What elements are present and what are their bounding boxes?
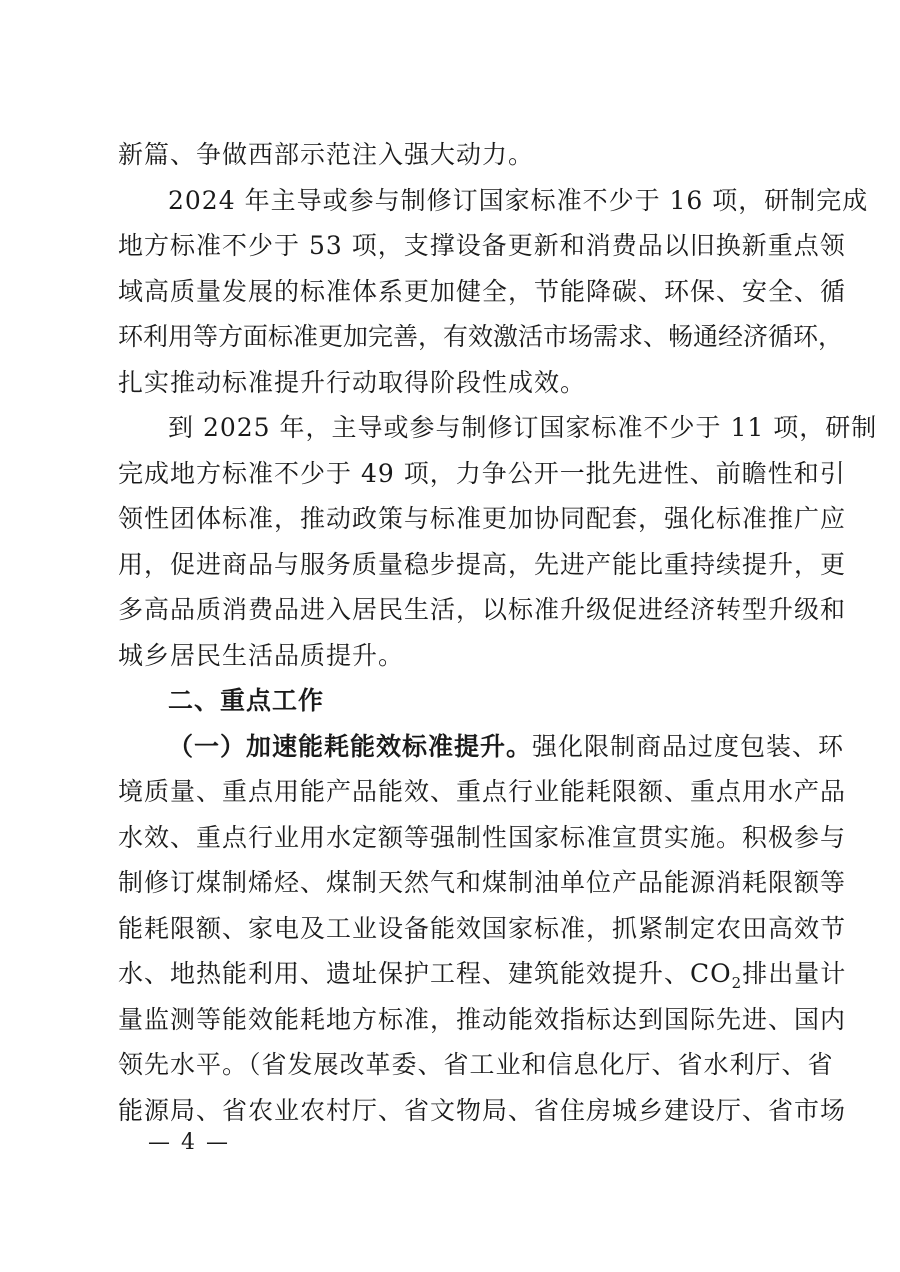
paragraph-line: 制修订煤制烯烃、煤制天然气和煤制油单位产品能源消耗限额等	[118, 868, 847, 897]
section-heading: 二、重点工作	[168, 686, 325, 715]
paragraph-line: 完成地方标准不少于 49 项，力争公开一批先进性、前瞻性和引	[118, 458, 846, 488]
page-number: — 4 —	[148, 1130, 230, 1155]
paragraph-line	[118, 724, 845, 770]
paragraph-line: 水效、重点行业用水定额等强制性国家标准宣贯实施。积极参与	[118, 822, 847, 852]
paragraph-line: 多高品质消费品进入居民生活，以标准升级促进经济转型升级和	[118, 595, 847, 624]
paragraph-line: 领性团体标准，推动政策与标准更加协同配套，强化标准推广应	[118, 504, 847, 533]
paragraph-line: 量监测等能效能耗地方标准，推动能效指标达到国际先进、国内	[118, 1004, 847, 1034]
paragraph-text: 强化限制商品过度包装、环	[532, 731, 845, 761]
paragraph-line: 2024 年主导或参与制修订国家标准不少于 16 项，研制完成	[168, 185, 869, 215]
paragraph-line: 到 2025 年，主导或参与制修订国家标准不少于 11 项，研制	[168, 413, 878, 442]
paragraph-line: 境质量、重点用能产品能效、重点行业能耗限额、重点用水产品	[118, 777, 847, 806]
paragraph-text: 水、地热能利用、遗址保护工程、建筑能效提升、CO	[118, 959, 732, 988]
subsection-lead: （一）加速能耗能效标准提升。	[168, 731, 533, 761]
paragraph-line: 环利用等方面标准更加完善，有效激活市场需求、畅通经济循环，	[118, 322, 844, 351]
paragraph-line: 地方标准不少于 53 项，支撑设备更新和消费品以旧换新重点领	[118, 231, 846, 260]
paragraph-line: 城乡居民生活品质提升。	[118, 640, 405, 670]
paragraph-text: 排出量计	[742, 959, 847, 988]
subscript: 2	[731, 974, 743, 992]
paragraph-line	[118, 951, 847, 997]
paragraph-line: 扎实推动标准提升行动取得阶段性成效。	[118, 367, 587, 397]
document-body	[118, 132, 878, 1133]
paragraph-line: 用，促进商品与服务质量稳步提高，先进产能比重持续提升，更	[118, 549, 847, 579]
paragraph-line: 域高质量发展的标准体系更加健全，节能降碳、环保、安全、循	[118, 276, 847, 306]
paragraph-line: 能源局、省农业农村厅、省文物局、省住房城乡建设厅、省市场	[118, 1095, 847, 1125]
paragraph-line: 新篇、争做西部示范注入强大动力。	[118, 140, 535, 169]
paragraph-line: 领先水平。（省发展改革委、省工业和信息化厅、省水利厅、省	[118, 1050, 834, 1079]
paragraph-line: 能耗限额、家电及工业设备能效国家标准，抓紧制定农田高效节	[118, 913, 847, 943]
